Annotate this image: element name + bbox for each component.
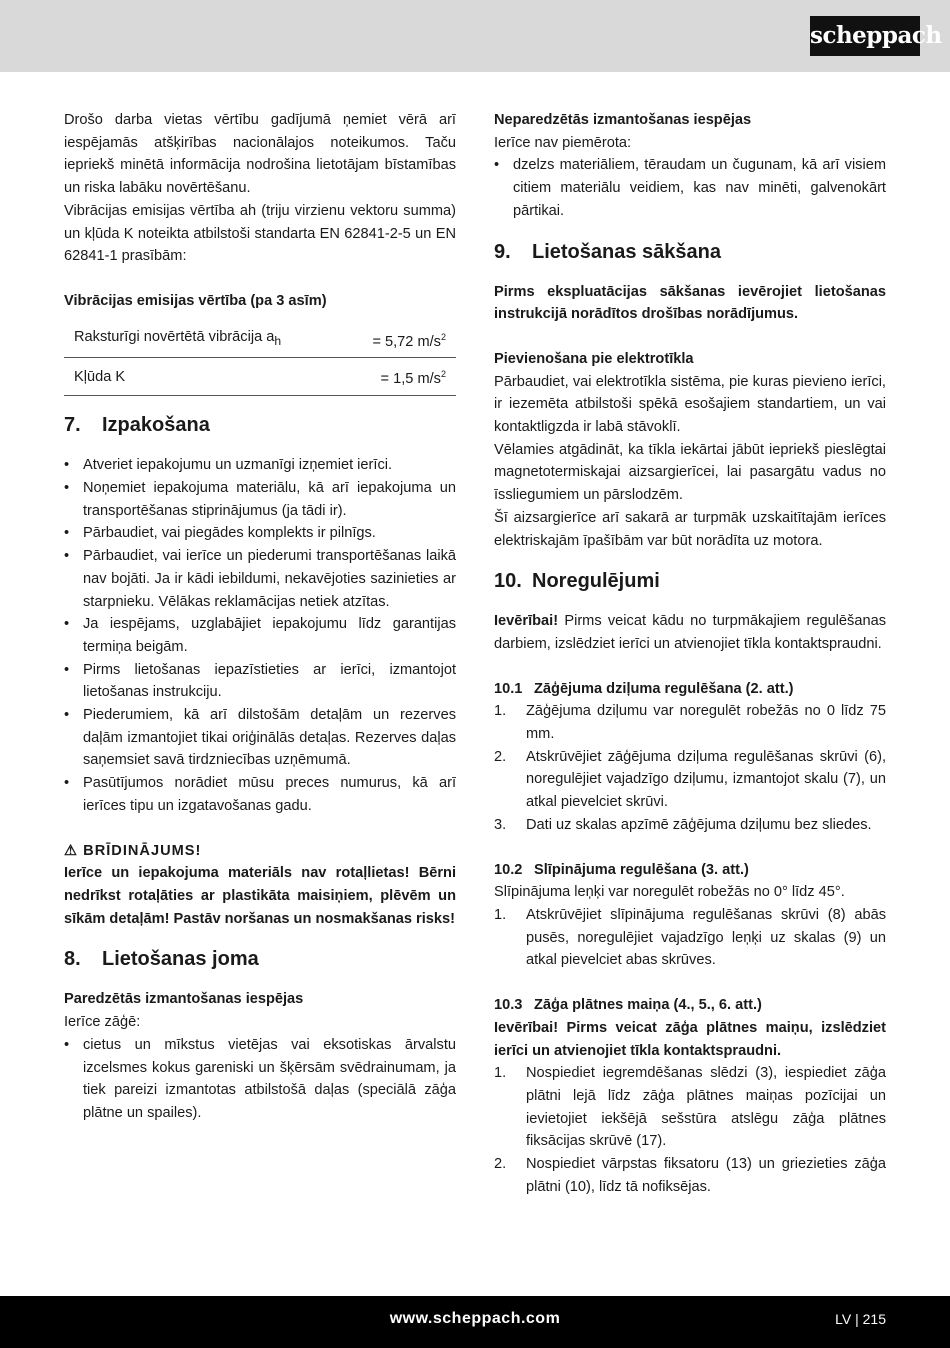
paragraph: Drošo darba vietas vērtību gadījumā ņemiet vērā arī iespējamās atšķirības nacionālajos noteikumos. Taču iepriekš minētā informācija nodrošina lietotājam bīstamības un riska labāku novērtēšanu. [64, 112, 456, 197]
list-item: 3. Dati uz skalas apzīmē zāģējuma dziļumu bez sliedes. [494, 816, 872, 833]
paragraph: Ievērībai! Pirms veicat kādu no turpmākajiem regulēšanas darbiem, izslēdziet ierīci un atvienojiet tīkla kontaktspraudni. [494, 613, 886, 652]
section-heading-8: 8. Lietošanas joma [64, 948, 259, 971]
table-cell-label: Kļūda K [74, 368, 126, 385]
warning-icon: ⚠ [64, 842, 79, 859]
warning-text: Ierīce un iepakojuma materiāls nav rotaļlietas! Bērni nedrīkst rotaļāties ar plastikāta maisiņiem, plēvēm un sīkām detaļām! Pastāv noršanas un nosmakšanas risks! [64, 865, 456, 927]
list-item: • Pārbaudiet, vai ierīce un piederumi transportēšanas laikā nav bojāti. Ja ir kādi iebildumi, nekavējoties sazinieties ar starpnieku. Vēlākas reklamācijas netiek atzītas. [64, 545, 456, 613]
paragraph: Pirms ekspluatācijas sākšanas ievērojiet lietošanas instrukcijā norādītos drošības norādījumus. [494, 283, 886, 323]
paragraph: Vēlamies atgādināt, ka tīkla iekārtai jābūt iepriekš pieslēgtai magnetotermiskajai aizsargierīcei, lai pasargātu vadus no īssliegumiem un pārslodzēm. [494, 441, 886, 504]
vibration-title: Vibrācijas emisijas vērtība (pa 3 asīm) [64, 292, 327, 309]
list-item: 1. Zāģējuma dziļumu var noregulēt robežās no 0 līdz 75 mm. [494, 703, 886, 743]
paragraph: Šī aizsargierīce arī sakarā ar turpmāk uzskaitītajām ierīces elektriskajām īpašībām var būt norādīta uz motora. [494, 509, 886, 549]
subheading: Paredzētās izmantošanas iespējas [64, 991, 304, 1008]
list-item: • Noņemiet iepakojuma materiālu, kā arī iepakojuma un transportēšanas stiprinājumus (ja tādi ir). [64, 477, 456, 522]
paragraph: Ierīce zāģē: [64, 1014, 141, 1031]
paragraph: Slīpinājuma leņķi var noregulēt robežās no 0° līdz 45°. [494, 884, 845, 901]
website-link[interactable]: www.scheppach.com [389, 1310, 561, 1327]
left-column [64, 109, 456, 1125]
table-row [64, 358, 456, 396]
subsection-heading-10-1: 10.1 Zāģējuma dziļuma regulēšana (2. att.) [494, 680, 794, 697]
subheading: Neparedzētās izmantošanas iespējas [494, 112, 752, 128]
warning-text: Ievērībai! Pirms veicat zāģa plātnes maiņu, izslēdziet ierīci un atvienojiet tīkla kontaktspraudni. [494, 1019, 886, 1059]
header-bar [0, 0, 950, 72]
list-item: • dzelzs materiāliem, tēraudam un čugunam, kā arī visiem citiem materiālu veidiem, kas nav minēti, galvenokārt pārtikai. [494, 154, 886, 222]
subheading: Pievienošana pie elektrotīkla [494, 350, 694, 367]
list-item: 1. Atskrūvējiet slīpinājuma regulēšanas skrūvi (8) abās pusēs, noregulējiet vajadzīgo leņķi uz skalas (9) un atkal pievelciet abas skrūves. [494, 906, 886, 969]
unintended-use-list [494, 154, 886, 222]
table-cell-label: Raksturīgi novērtētā vibrācija $a_h$ [74, 329, 282, 348]
list-item: • Piederumiem, kā arī dilstošām detaļām un rezerves daļām izmantojiet tikai oriģinālās detaļas. Rezerves daļas saņemsiet savā tirdzniecības uzņēmumā. [64, 704, 456, 772]
intended-use-list [64, 1034, 456, 1125]
list-item: • Atveriet iepakojumu un uzmanīgi izņemiet ierīci. [64, 454, 456, 477]
paragraph: Pārbaudiet, vai elektrotīkla sistēma, pie kuras pievieno ierīci, ir iezemēta atbilstoši spēkā esošajiem standartiem, un vai kontaktligzda ir labā stāvoklī. [494, 373, 886, 436]
footer-bar [0, 1296, 950, 1348]
paragraph: Vibrācijas emisijas vērtība ah (triju virzienu vektoru summa) un kļūda K noteikta atbilstoši standarta EN 62841-2-5 un EN 62841-1 prasībām: [64, 202, 456, 265]
table-cell-value: = 1,5 $m/s^2$ [380, 369, 446, 388]
subsection-heading-10-2: 10.2 Slīpinājuma regulēšana (3. att.) [494, 861, 749, 878]
list-item: • Pasūtījumos norādiet mūsu preces numurus, kā arī ierīces tipu un izgatavošanas gadu. [64, 772, 456, 817]
section-heading-7: 7. Izpakošana [64, 414, 210, 437]
list-item: • Pirms lietošanas iepazīstieties ar ierīci, izmantojot lietošanas instrukciju. [64, 659, 456, 704]
list-item: 1. Nospiediet iegremdēšanas slēdzi (3), iespiediet zāģa plātni lejā līdz zāģa plātnes maiņas pozīcijai un ievietojiet iekšējā sešstūra atslēgu zāģa plātnes fiksācijas skrūvē (17). [494, 1065, 886, 1150]
scheppach-logo: scheppach [810, 16, 920, 56]
page-number: LV | 215 [835, 1311, 886, 1327]
right-column [494, 109, 886, 1198]
depth-steps [494, 700, 886, 836]
bevel-steps [494, 904, 886, 972]
section-heading-9: 9. Lietošanas sākšana [494, 240, 721, 263]
unpacking-list [64, 454, 456, 817]
list-item: • Pārbaudiet, vai piegādes komplekts ir pilnīgs. [64, 522, 456, 545]
list-item: • Ja iespējams, uzglabājiet iepakojumu līdz garantijas termiņa beigām. [64, 613, 456, 658]
paragraph: Ierīce nav piemērota: [494, 134, 632, 151]
table-row [64, 321, 456, 358]
list-item: 2. Atskrūvējiet zāģējuma dziļuma regulēšanas skrūvi (6), noregulējiet vajadzīgo dziļumu, izmantojot skalu (7), un atkal pievelciet skrūvi. [494, 748, 886, 811]
subsection-heading-10-3: 10.3 Zāģa plātnes maiņa (4., 5., 6. att.) [494, 997, 762, 1014]
section-heading-10: 10. Noregulējumi [494, 570, 660, 593]
blade-change-steps [494, 1062, 886, 1198]
list-item: • cietus un mīkstus vietējas vai eksotiskas ārvalstu izcelsmes kokus gareniski un šķērsām svēdrainumam, ja tiek pareizi izmantotas atbilstošā daļas (speciālā zāģa plātne un spailes). [64, 1034, 456, 1125]
list-item: 2. Nospiediet vārpstas fiksatoru (13) un griezieties zāģa plātni (10), līdz tā nofiksējas. [494, 1156, 886, 1195]
warning-heading: ⚠ BRĪDINĀJUMS! [64, 842, 202, 859]
vibration-table [64, 321, 456, 397]
table-cell-value: = 5,72 $m/s^2$ [372, 331, 446, 350]
